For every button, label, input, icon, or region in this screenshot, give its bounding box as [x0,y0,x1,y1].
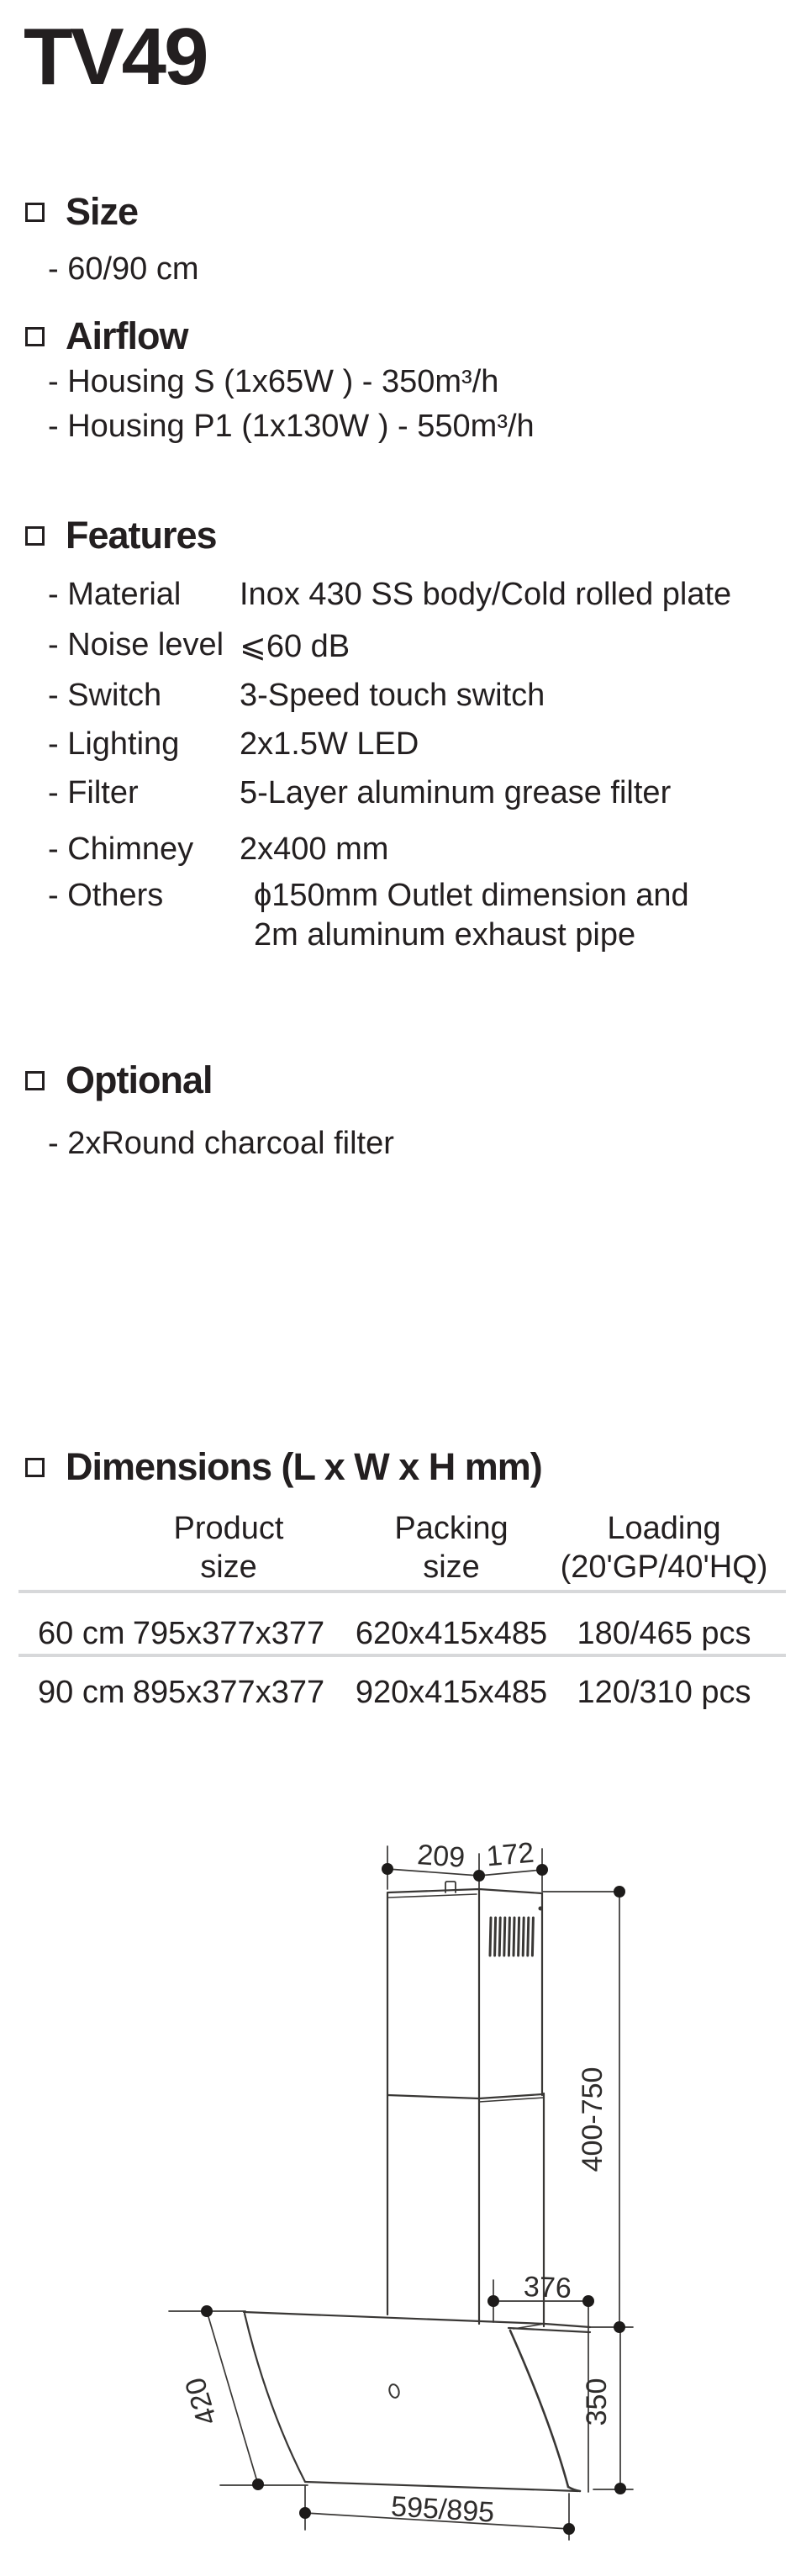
feature-label: - Material [48,577,182,612]
row-size-label: 60 cm [38,1616,125,1651]
technical-drawing [151,1824,647,2547]
feature-value: 5-Layer aluminum grease filter [240,775,672,810]
section-title: Dimensions (L x W x H mm) [66,1445,542,1488]
feature-value: 2x1.5W LED [240,726,419,762]
feature-label: - Lighting [48,726,180,762]
section-header-size [25,192,138,232]
section-title: Optional [66,1058,213,1101]
dimension-dots [201,1863,626,2535]
feature-label: - Switch [48,678,162,713]
section-title: Airflow [66,314,188,357]
section-title: Size [66,190,139,233]
row-size-label: 90 cm [38,1675,125,1710]
feature-label: - Noise level [48,627,224,662]
feature-value: ϕ150mm Outlet dimension and [254,878,689,913]
size-item: - 60/90 cm [48,251,199,287]
cell-loading: 120/310 pcs [577,1675,751,1710]
dim-label-376: 376 [523,2271,572,2304]
table-rule [18,1654,786,1657]
page-title: TV49 [24,12,207,102]
checkbox-icon [25,1458,45,1477]
feature-label: - Chimney [48,831,194,867]
col-header-packing: Packing [394,1511,509,1546]
feature-value: 3-Speed touch switch [240,678,545,713]
section-header-dimensions [25,1447,542,1487]
feature-value-line2: 2m aluminum exhaust pipe [254,917,636,953]
cell-packing-size: 620x415x485 [355,1616,548,1651]
checkbox-icon [25,1071,45,1090]
cell-loading: 180/465 pcs [577,1616,751,1651]
dimension-lines [169,1846,633,2540]
optional-item: - 2xRound charcoal filter [48,1126,394,1161]
cell-packing-size: 920x415x485 [355,1675,548,1710]
dim-label-595-895: 595/895 [390,2490,496,2529]
dim-label-420: 420 [179,2373,224,2429]
section-title: Features [66,514,217,557]
dim-label-400-750: 400-750 [577,2067,609,2172]
vent-grille-icon [490,1918,533,1956]
feature-value: Inox 430 SS body/Cold rolled plate [240,577,732,612]
airflow-item: - Housing P1 (1x130W ) - 550m³/h [48,409,535,444]
feature-label: - Filter [48,775,139,810]
col-header-product-line2: size [200,1549,257,1585]
section-header-features [25,515,217,556]
feature-value: ⩽60 dB [240,629,350,664]
col-header-packing-line2: size [423,1549,480,1585]
dim-label-350: 350 [581,2378,613,2426]
hood-outline [244,1882,590,2491]
col-header-loading: Loading [607,1511,721,1546]
section-header-optional [25,1060,212,1101]
touch-control-icon [388,2383,401,2399]
airflow-item: - Housing S (1x65W ) - 350m³/h [48,364,499,399]
feature-value: 2x400 mm [240,831,389,867]
table-rule [18,1590,786,1593]
checkbox-icon [25,327,45,346]
cell-product-size: 895x377x377 [132,1675,325,1710]
checkbox-icon [25,526,45,546]
checkbox-icon [25,203,45,222]
dim-label-172: 172 [485,1836,535,1873]
col-header-loading-line2: (20'GP/40'HQ) [560,1549,768,1585]
section-header-airflow [25,316,188,356]
dim-label-209: 209 [416,1839,466,1874]
cell-product-size: 795x377x377 [132,1616,325,1651]
col-header-product: Product [173,1511,284,1546]
feature-label: - Others [48,878,164,913]
